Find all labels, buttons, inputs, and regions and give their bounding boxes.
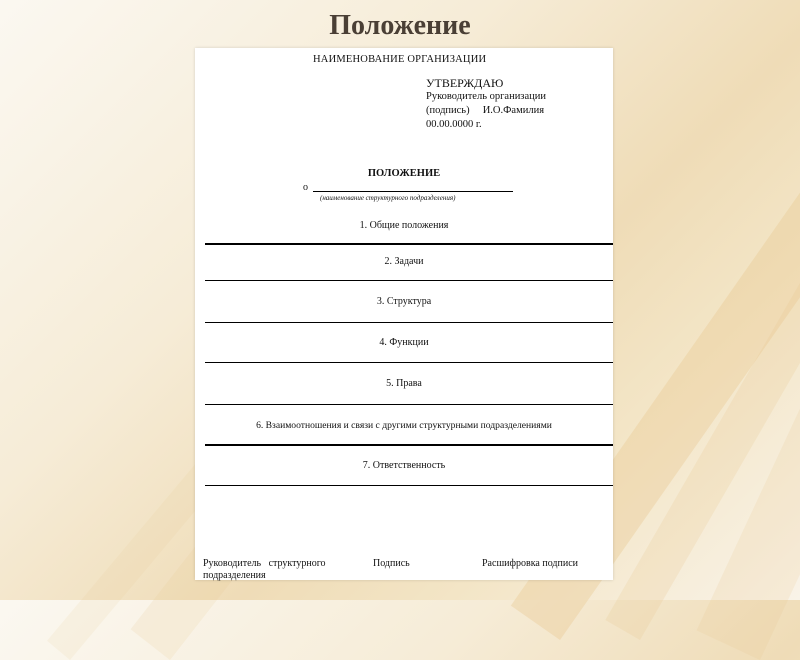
footer-head — [203, 558, 326, 582]
about-prefix: о — [303, 182, 308, 193]
document-page — [195, 48, 613, 580]
section-divider — [205, 243, 613, 245]
organization-name: НАИМЕНОВАНИЕ ОРГАНИЗАЦИИ — [313, 54, 487, 65]
section-heading: 3. Структура — [376, 296, 432, 307]
about-hint: (наименование структурного подразделения) — [320, 194, 456, 202]
section-divider — [205, 322, 613, 323]
section-heading: 1. Общие положения — [359, 220, 449, 231]
section-heading: 2. Задачи — [384, 256, 424, 267]
section-divider — [205, 280, 613, 281]
section-heading: 7. Ответственность — [362, 460, 446, 471]
footer-head-line2: подразделения — [203, 570, 266, 581]
section-divider — [205, 404, 613, 405]
about-fill-line — [313, 191, 513, 192]
section-heading: 4. Функции — [379, 337, 429, 348]
section-heading: 5. Права — [386, 378, 422, 389]
approval-role: Руководитель организации — [426, 91, 546, 102]
footer-decoding: Расшифровка подписи — [482, 558, 578, 569]
slide-title: Положение — [329, 10, 471, 41]
footer-signature: Подпись — [373, 558, 410, 569]
approval-date: 00.00.0000 г. — [426, 119, 482, 130]
approval-heading: УТВЕРЖДАЮ — [426, 76, 504, 90]
footer-head-line1: Руководитель структурного — [203, 558, 326, 569]
section-heading: 6. Взаимоотношения и связи с другими структурными подразделениями — [256, 420, 552, 431]
section-divider — [205, 485, 613, 486]
section-divider — [205, 362, 613, 363]
regulation-title: ПОЛОЖЕНИЕ — [367, 168, 441, 179]
approval-signature: (подпись) И.О.Фамилия — [426, 105, 545, 116]
section-divider — [205, 444, 613, 446]
approval-block — [426, 76, 546, 132]
